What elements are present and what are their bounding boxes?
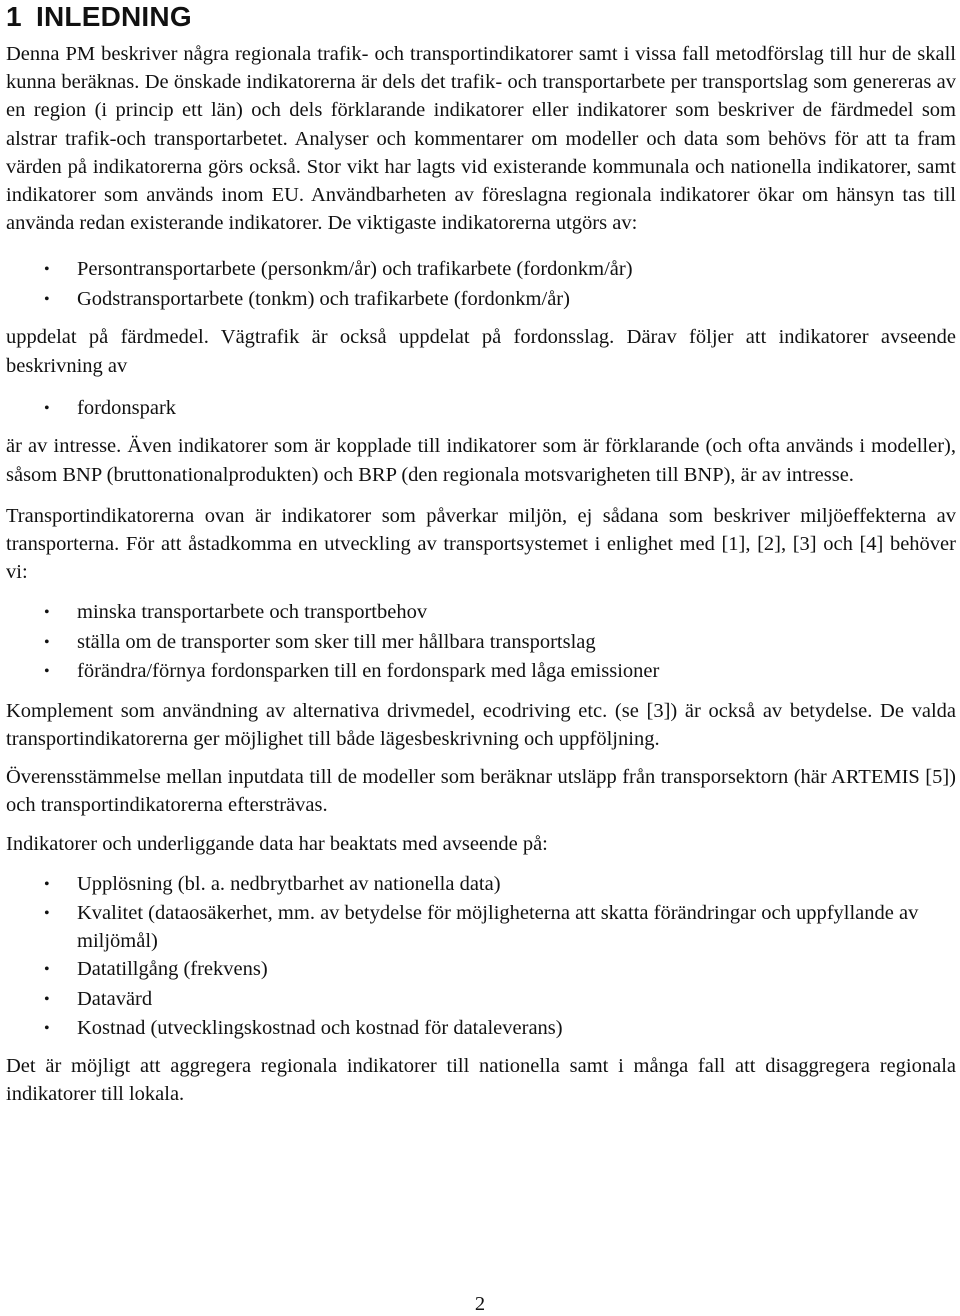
list-item: [6, 255, 956, 285]
list-item-text: förändra/förnya fordonsparken till en fordonspark med låga emissioner: [77, 660, 660, 683]
list-item: [6, 1014, 956, 1044]
list-item: [6, 628, 956, 658]
list-item-text: fordonspark: [77, 396, 177, 419]
list-item-text: minska transportarbete och transportbehov: [77, 601, 428, 624]
list-item-text: Persontransportarbete (personkm/år) och trafikarbete (fordonkm/år): [77, 258, 633, 281]
page-number: 2: [474, 1293, 486, 1315]
list-item: [6, 598, 956, 628]
paragraph-complement: Komplement som användning av alternativa drivmedel, ecodriving etc. (se [3]) är också av betydelse. De valda transportindikatorerna ger möjlighet till både lägesbeskrivning och uppföljning.: [6, 699, 956, 751]
list-item-text: Datavärd: [77, 987, 153, 1010]
paragraph-transport-indicators: Transportindikatorerna ovan är indikatorer som påverkar miljön, ej sådana som beskriver miljöeffekterna av transporterna. För att åstadkomma en utveckling av transportsystemet i enlighet med [1], [2], [3] och [4] behöver vi:: [6, 504, 956, 584]
intro-paragraph: Denna PM beskriver några regionala trafik- och transportindikatorer samt i vissa fall metodförslag till hur de skall kunna beräknas. De önskade indikatorerna är dels det trafik- och transportarbete per transportslag som genereras av en region (i princip ett län) och dels förklarande indikatorer eller indikatorer som beskriver de färdmedel som alstrar trafik-och transportarbetet. Analyser och kommentarer om modeller och data som behövs för att ta fram värden på indikatorerna görs också. Stor vikt har lagts vid existerande kommunala och nationella indikatorer, samt indikatorer som används inom EU. Användbarheten av föreslagna regionala indikatorer ökar om hänsyn tas till använda redan existerande indikatorer. De viktigaste indikatorerna utgörs av:: [6, 43, 956, 235]
list-item: [6, 985, 956, 1015]
bullet-icon: •: [44, 961, 50, 979]
paragraph-aggregation: Det är möjligt att aggregera regionala indikatorer till nationella samt i många fall att disaggregera regionala indikatorer till lokala.: [6, 1054, 956, 1106]
criteria-list: [6, 870, 956, 1044]
bullet-icon: •: [44, 875, 50, 893]
list-item-text: Kostnad (utvecklingskostnad och kostnad för dataleverans): [77, 1017, 563, 1040]
list-item: [6, 285, 956, 315]
indicator-list: [6, 255, 956, 314]
list-item-text: Kvalitet (dataosäkerhet, mm. av betydelse för möjligheterna att skatta förändringar och uppfyllande av miljömål): [77, 902, 919, 953]
list-item: [6, 394, 956, 424]
list-item: [6, 899, 956, 955]
paragraph-criteria-intro: Indikatorer och underliggande data har beaktats med avseende på:: [6, 832, 548, 855]
section-number: 1: [6, 1, 22, 32]
list-item: [6, 870, 956, 900]
goals-list: [6, 598, 956, 687]
bullet-icon: •: [44, 633, 50, 651]
list-item-text: Upplösning (bl. a. nedbrytbarhet av nationella data): [77, 872, 501, 895]
bullet-icon: •: [44, 399, 50, 417]
bullet-icon: •: [44, 261, 50, 279]
list-item-text: Datatillgång (frekvens): [77, 958, 268, 981]
list-item-text: ställa om de transporter som sker till mer hållbara transportslag: [77, 630, 596, 653]
paragraph-consistency: Överensstämmelse mellan inputdata till de modeller som beräknar utsläpp från transporsektorn (här ARTEMIS [5]) och transportindikatorerna eftersträvas.: [6, 766, 956, 817]
bullet-icon: •: [44, 1020, 50, 1038]
bullet-icon: •: [44, 663, 50, 681]
document-page: [6, 0, 956, 1108]
fleet-list: [6, 394, 956, 424]
section-heading: [6, 0, 956, 36]
bullet-icon: •: [44, 990, 50, 1008]
bullet-icon: •: [44, 604, 50, 622]
list-item: [6, 657, 956, 687]
bullet-icon: •: [44, 905, 50, 923]
paragraph-of-interest: är av intresse. Även indikatorer som är kopplade till indikatorer som är förklarande (och ofta används i modeller), såsom BNP (bruttonationalprodukten) och BRP (den regionala motsvarigheten till BNP), är av intresse.: [6, 435, 956, 486]
list-item-text: Godstransportarbete (tonkm) och trafikarbete (fordonkm/år): [77, 287, 570, 310]
paragraph-split-by-mode: uppdelat på färdmedel. Vägtrafik är också uppdelat på fordonsslag. Därav följer att indikatorer avseende beskrivning av: [6, 326, 956, 377]
bullet-icon: •: [44, 290, 50, 308]
list-item: [6, 955, 956, 985]
section-title: INLEDNING: [36, 1, 192, 32]
